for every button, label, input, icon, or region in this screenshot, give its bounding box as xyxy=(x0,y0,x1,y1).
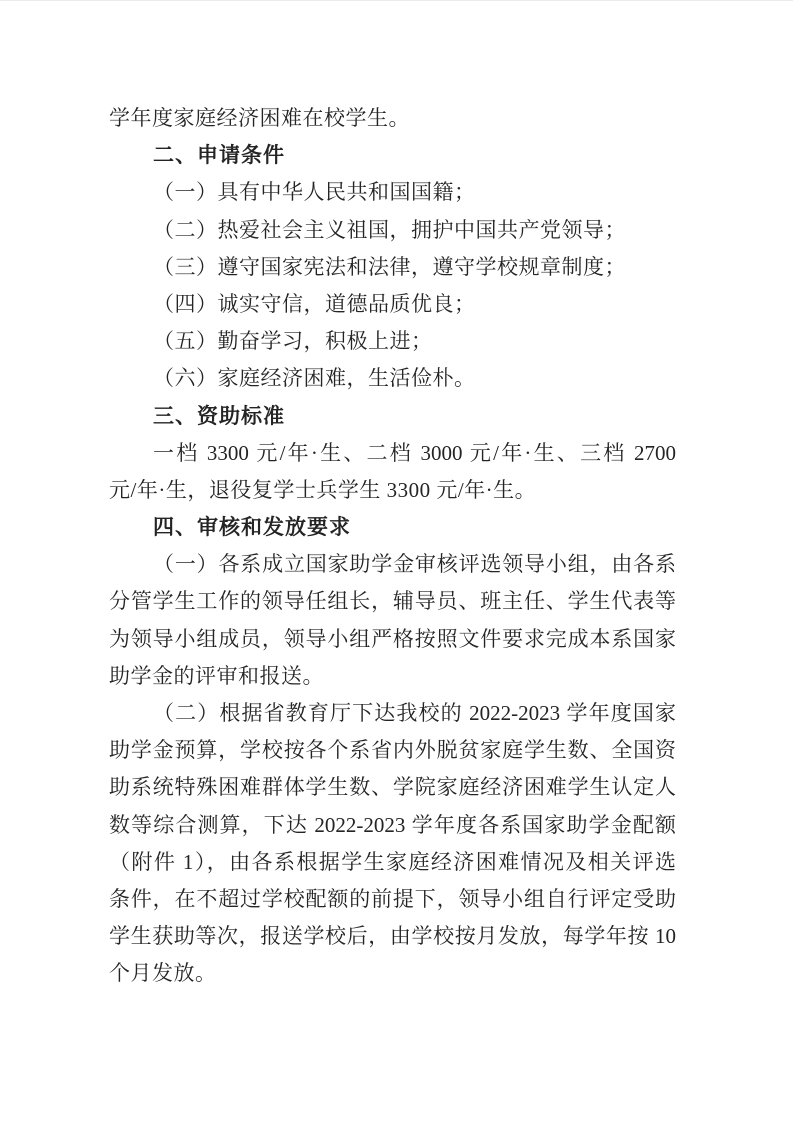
section-heading: 三、资助标准 xyxy=(153,404,285,428)
list-item: （五）勤奋学习，积极上进； xyxy=(153,329,433,354)
text-line: 助学金预算，学校按各个系省内外脱贫家庭学生数、全国资 xyxy=(109,738,676,763)
text-line: 一档 3300 元/年·生、二档 3000 元/年·生、三档 2700 xyxy=(153,440,676,465)
text-line: （附件 1），由各系根据学生家庭经济困难情况及相关评选 xyxy=(109,849,676,874)
text-line: 元/年·生，退役复学士兵学生 3300 元/年·生。 xyxy=(109,477,537,502)
text-line: 学生获助等次，报送学校后，由学校按月发放，每学年按 10 xyxy=(109,924,676,949)
list-item: （一）具有中华人民共和国国籍； xyxy=(153,180,476,205)
text-line: 分管学生工作的领导任组长，辅导员、班主任、学生代表等 xyxy=(109,589,676,614)
text-line: 学年度家庭经济困难在校学生。 xyxy=(109,106,410,130)
section-heading: 二、申请条件 xyxy=(153,144,285,168)
text-line: 助系统特殊困难群体学生数、学院家庭经济困难学生认定人 xyxy=(109,775,676,800)
list-item: （三）遵守国家宪法和法律，遵守学校规章制度； xyxy=(153,254,626,279)
list-item: （六）家庭经济困难，生活俭朴。 xyxy=(153,366,476,391)
text-line: 个月发放。 xyxy=(109,961,217,986)
text-line: 为领导小组成员，领导小组严格按照文件要求完成本系国家 xyxy=(109,626,676,651)
text-line: 助学金的评审和报送。 xyxy=(109,663,324,688)
text-line: 条件，在不超过学校配额的前提下，领导小组自行评定受助 xyxy=(109,886,676,911)
document-body xyxy=(109,100,676,993)
text-line: （二）根据省教育厅下达我校的 2022-2023 学年度国家 xyxy=(153,701,676,725)
text-line: 数等综合测算，下达 2022-2023 学年度各系国家助学金配额 xyxy=(109,812,676,837)
list-item: （四）诚实守信，道德品质优良； xyxy=(153,291,476,316)
text-line: （一）各系成立国家助学金审核评选领导小组，由各系 xyxy=(153,552,676,577)
section-heading: 四、审核和发放要求 xyxy=(153,516,351,540)
list-item: （二）热爱社会主义祖国，拥护中国共产党领导； xyxy=(153,217,626,242)
